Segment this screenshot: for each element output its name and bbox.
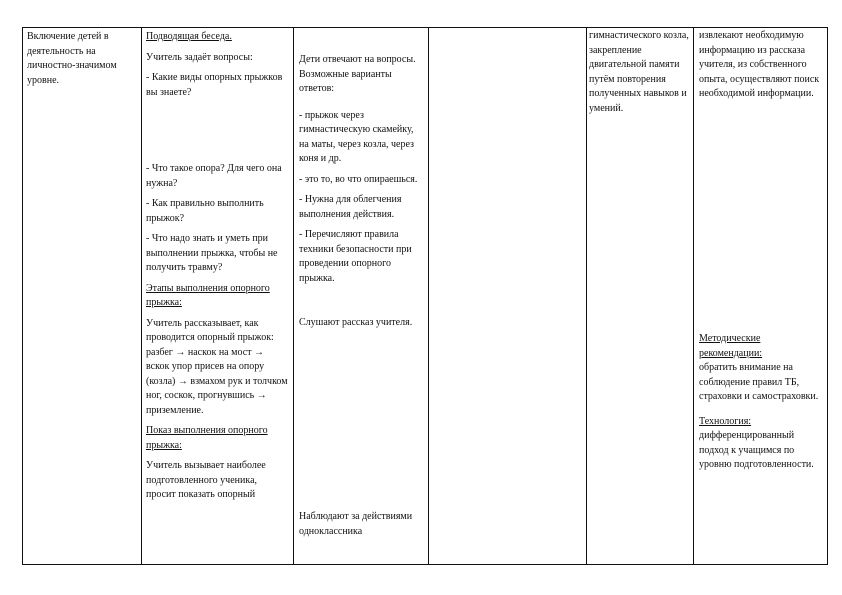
column-divider (428, 27, 429, 565)
column-divider (693, 27, 694, 565)
methodical-heading: Методические рекомендации: (699, 333, 763, 359)
table-right-border (827, 27, 828, 565)
question-3: - Как правильно выполнить прыжок? (146, 198, 264, 224)
stage-goal-text: Включение детей в деятельность на личностно-значимом уровне. (27, 31, 117, 86)
table-bottom-border (22, 564, 828, 565)
uud-cell (699, 29, 823, 102)
teacher-asks-text: Учитель задаёт вопросы: (146, 51, 253, 63)
answers-intro: Дети отвечают на вопросы. Возможные варианты ответов: (299, 54, 416, 94)
stage-goal-cell (27, 30, 137, 88)
stages-heading: Этапы выполнения опорного прыжка: (146, 282, 270, 308)
listen-text: Слушают рассказ учителя. (299, 317, 413, 328)
demo-heading: Показ выполнения опорного прыжка: (146, 425, 268, 451)
table-left-border (22, 27, 23, 565)
answer-4: - Перечисляют правила техники безопасности при проведении опорного прыжка. (299, 229, 412, 284)
answer-3: - Нужна для облегчения выполнения действия. (299, 194, 402, 220)
observe-text: Наблюдают за действиями одноклассника (299, 511, 413, 537)
methodical-cell (699, 332, 823, 479)
observe-cell (299, 510, 425, 539)
column-divider (293, 27, 294, 565)
stages-text: Учитель рассказывает, как проводится опорный прыжок: разбег → наскок на мост → вскок упор присев на опору (козла) → взмахом рук и толчком ног, соскок, прогнувшись → приземление. (146, 317, 288, 416)
question-1: - Какие виды опорных прыжков вы знаете? (146, 72, 283, 98)
conversation-heading: Подводящая беседа. (146, 31, 232, 42)
methodical-text: обратить внимание на соблюдение правил ТБ, страховки и самостраховки. (699, 362, 819, 402)
column-divider (141, 27, 142, 565)
column-divider (586, 27, 587, 565)
result-text: гимнастического козла, закрепление двигательной памяти путём повторения полученных навыков и умений. (589, 30, 689, 114)
table-top-border (22, 27, 828, 28)
student-activity-cell (299, 53, 425, 337)
question-2: - Что такое опора? Для чего она нужна? (146, 163, 282, 189)
demo-text: Учитель вызывает наиболее подготовленного ученика, просит показать опорный (146, 460, 266, 500)
answer-1: - прыжок через гимнастическую скамейку, на маты, через козла, через коня и др. (299, 109, 415, 164)
technology-heading: Технология: (699, 415, 752, 427)
result-cell (589, 29, 691, 116)
question-4: - Что надо знать и уметь при выполнении прыжка, чтобы не получить травму? (146, 233, 278, 273)
answer-2: - это то, во что опираешься. (299, 173, 418, 185)
uud-text: извлекают необходимую информацию из рассказа учителя, из собственного опыта, осуществляют поиск необходимой информации. (699, 30, 820, 99)
teacher-activity-cell (146, 30, 289, 509)
technology-text: дифференцированный подход к учащимся по уровню подготовленности. (699, 430, 814, 470)
